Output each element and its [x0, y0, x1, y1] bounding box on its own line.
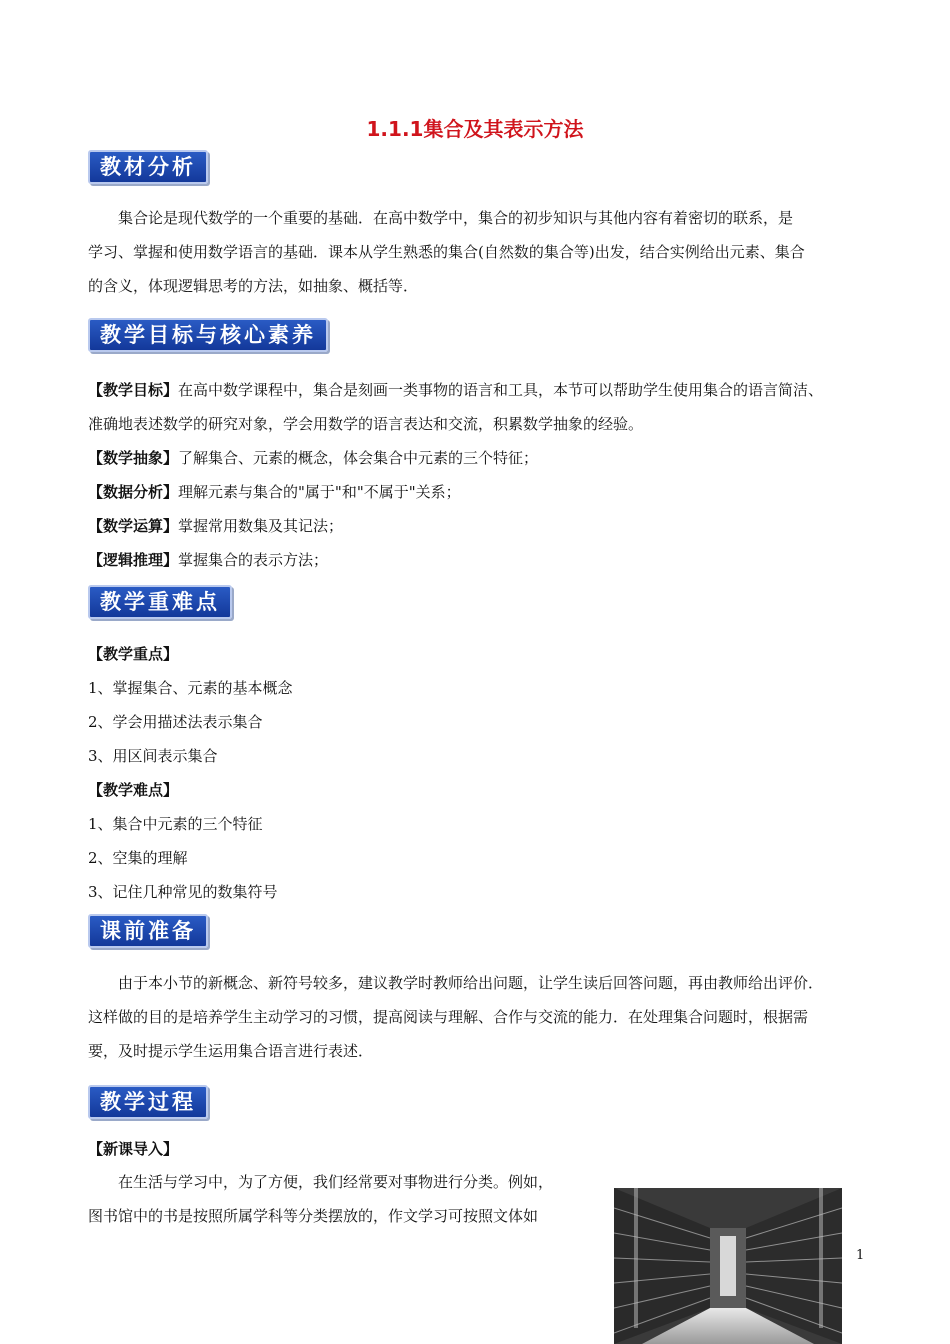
difficulty-item: 1、集合中元素的三个特征: [88, 815, 263, 833]
preparation-line: 这样做的目的是培养学生主动学习的习惯，提高阅读与理解、合作与交流的能力．在处理集合问题时，根据需: [88, 1008, 809, 1026]
difficulty-item: 3、记住几种常见的数集符号: [88, 883, 278, 901]
page-title: 1.1.1集合及其表示方法: [366, 117, 584, 141]
preparation-line: 由于本小节的新概念、新符号较多，建议教学时教师给出问题，让学生读后回答问题，再由教师给出评价．: [118, 974, 824, 992]
difficulty-item: 2、空集的理解: [88, 849, 188, 867]
section-badge-process: 教学过程: [88, 1085, 208, 1119]
page-number: 1: [856, 1248, 865, 1263]
section-badge-key-points: 教学重难点: [88, 585, 232, 619]
intro-line: 图书馆中的书是按照所属学科等分类摆放的，作文学习可按照文体如: [88, 1207, 539, 1225]
goal-item: 【数学抽象】了解集合、元素的概念，体会集合中元素的三个特征；: [88, 449, 539, 467]
section-badge-analysis: 教材分析: [88, 150, 208, 184]
preparation-line: 要，及时提示学生运用集合语言进行表述．: [88, 1042, 374, 1060]
library-photo: [614, 1188, 842, 1344]
focus-item: 1、掌握集合、元素的基本概念: [88, 679, 293, 697]
analysis-line: 的含义，体现逻辑思考的方法，如抽象、概括等．: [88, 277, 419, 295]
preparation-paragraph: [88, 966, 872, 1068]
focus-label: 【教学重点】: [88, 645, 179, 663]
analysis-line: 学习、掌握和使用数学语言的基础．课本从学生熟悉的集合(自然数的集合等)出发，结合实例给出元素、集合: [88, 243, 805, 261]
intro-line: 在生活与学习中，为了方便，我们经常要对事物进行分类。例如，: [118, 1173, 554, 1191]
teaching-goal-line: 【教学目标】在高中数学课程中，集合是刻画一类事物的语言和工具，本节可以帮助学生使用集合的语言简洁、: [88, 381, 824, 399]
goal-item: 【逻辑推理】掌握集合的表示方法；: [88, 551, 329, 569]
analysis-line: 集合论是现代数学的一个重要的基础．在高中数学中，集合的初步知识与其他内容有着密切的联系，是: [118, 209, 794, 227]
analysis-paragraph: [88, 201, 872, 303]
intro-label: 【新课导入】: [88, 1140, 179, 1158]
goal-item: 【数学运算】掌握常用数集及其记法；: [88, 517, 344, 535]
teaching-goal-line-2: 准确地表述数学的研究对象，学会用数学的语言表达和交流，积累数学抽象的经验。: [88, 415, 644, 433]
focus-item: 2、学会用描述法表示集合: [88, 713, 263, 731]
difficulty-label: 【教学难点】: [88, 781, 179, 799]
section-badge-preparation: 课前准备: [88, 914, 208, 948]
goal-item: 【数据分析】理解元素与集合的"属于"和"不属于"关系；: [88, 483, 461, 501]
focus-item: 3、用区间表示集合: [88, 747, 218, 765]
section-badge-goals: 教学目标与核心素养: [88, 318, 328, 352]
teaching-goal-label: 【教学目标】: [88, 381, 179, 399]
